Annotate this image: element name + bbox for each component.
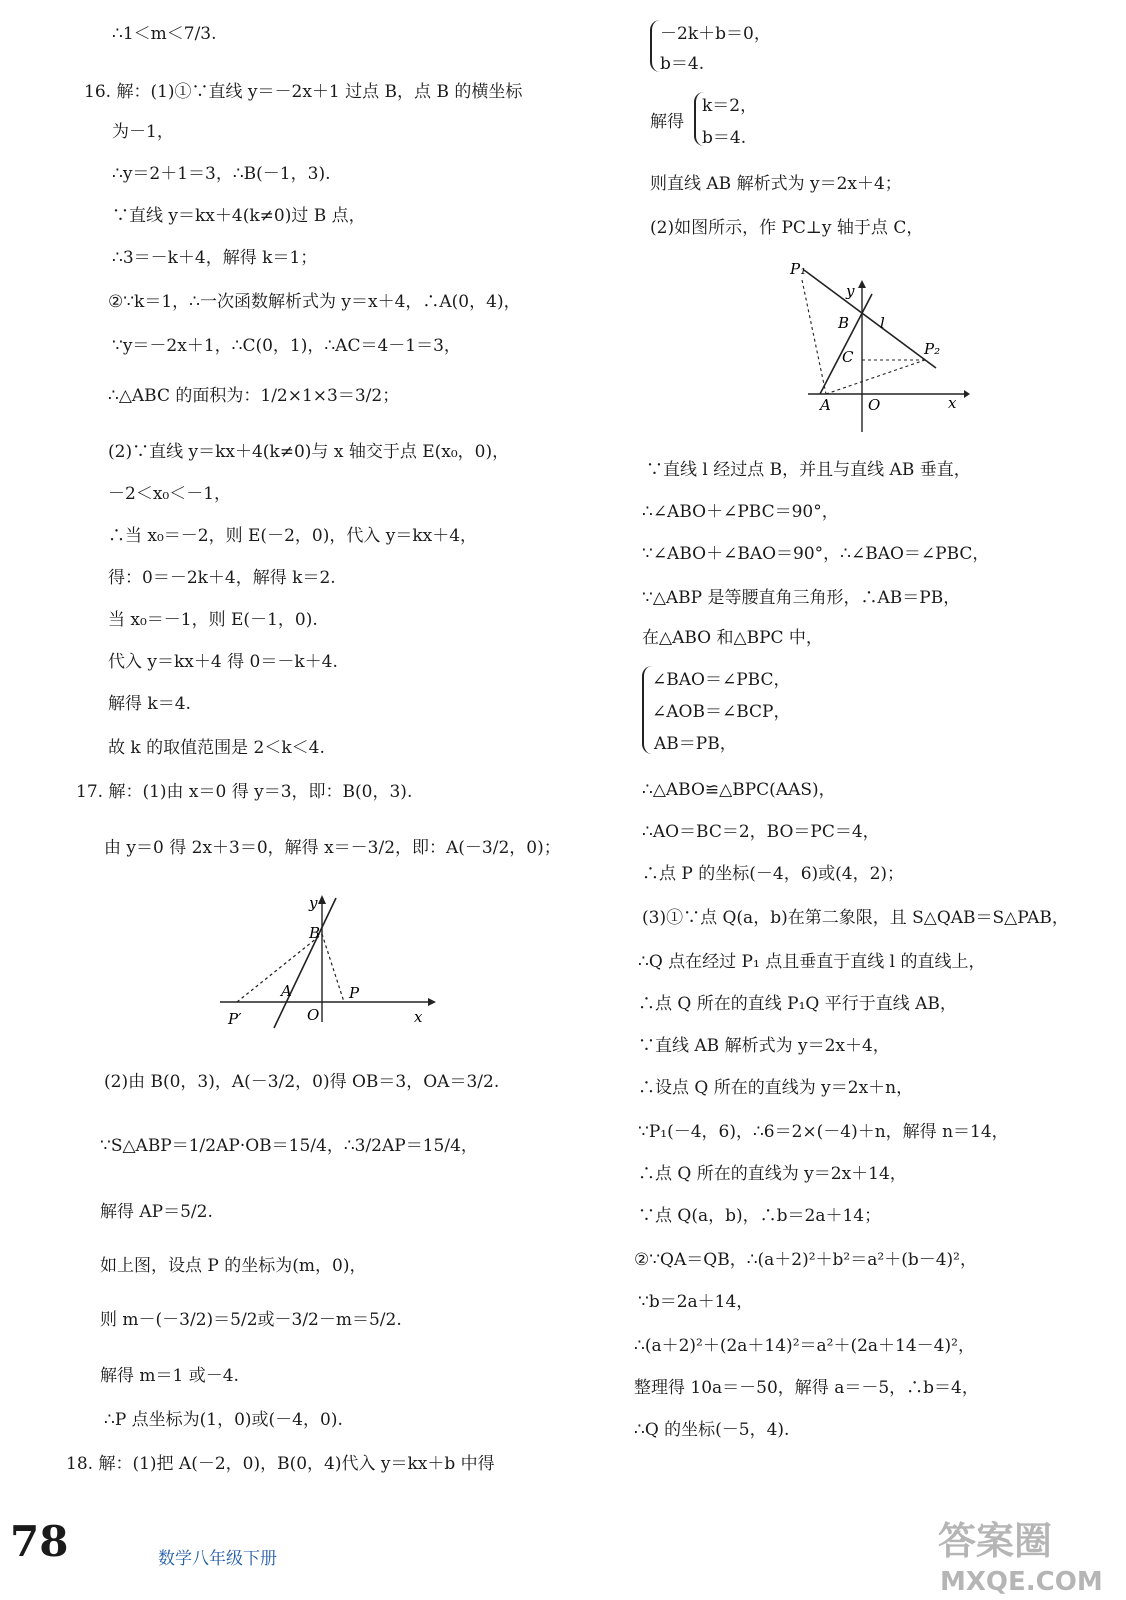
right-line-15: ∴△ABO≌△BPC(AAS)， [642, 780, 836, 800]
right-line-6: (2)如图所示，作 PC⊥y 轴于点 C， [650, 218, 924, 238]
figure-question-18 [780, 258, 970, 434]
fig2-label-l: l [880, 314, 885, 332]
right-line-1: b＝4. [660, 54, 705, 74]
right-line-23: ∵P₁(－4，6)，∴6＝2×(－4)＋n，解得 n＝14， [638, 1122, 1009, 1142]
left-line-26: 18. 解：(1)把 A(－2，0)，B(0，4)代入 y＝kx＋b 中得 [66, 1454, 495, 1474]
left-line-11: ∴当 x₀＝－2，则 E(－2，0)，代入 y＝kx＋4， [108, 526, 478, 546]
right-line-5: 则直线 AB 解析式为 y＝2x＋4； [650, 174, 902, 194]
right-line-7: ∵直线 l 经过点 B，并且与直线 AB 垂直， [646, 460, 971, 480]
right-line-28: ∴(a＋2)²＋(2a＋14)²＝a²＋(2a＋14－4)²， [634, 1336, 975, 1356]
right-line-18: (3)①∵点 Q(a，b)在第二象限，且 S△QAB＝S△PAB， [642, 908, 1069, 928]
left-line-5: ∴3＝－k＋4，解得 k＝1； [112, 248, 318, 268]
fig2-label-y: y [846, 282, 855, 300]
fig2-label-P2: P₂ [924, 340, 941, 358]
right-line-8: ∴∠ABO＋∠PBC＝90°， [642, 502, 839, 522]
right-line-27: ∵b＝2a＋14， [638, 1292, 754, 1312]
left-line-0: ∴1＜m＜7/3. [112, 24, 217, 44]
right-line-3: k＝2， [702, 96, 758, 116]
left-line-23: 则 m－(－3/2)＝5/2或－3/2－m＝5/2. [100, 1310, 402, 1330]
fig2-label-O: O [868, 396, 881, 414]
right-line-2: 解得 [650, 112, 684, 132]
left-line-10: －2＜x₀＜－1， [108, 484, 232, 504]
fig2-label-A: A [820, 396, 831, 414]
left-line-6: ②∵k＝1，∴一次函数解析式为 y＝x＋4，∴A(0，4)， [108, 292, 521, 312]
right-line-25: ∵点 Q(a，b)，∴b＝2a＋14； [638, 1206, 882, 1226]
fig1-label-A: A [281, 982, 292, 1000]
left-line-15: 解得 k＝4. [108, 694, 191, 714]
right-line-11: 在△ABO 和△BPC 中， [642, 628, 823, 648]
fig1-label-P: P [349, 984, 360, 1002]
fig2-label-C: C [842, 348, 854, 366]
left-line-21: 解得 AP＝5/2. [100, 1202, 213, 1222]
fig1-label-x: x [414, 1008, 423, 1026]
congruence-brace [642, 666, 652, 754]
fig2-label-B: B [838, 314, 850, 332]
book-title: 数学八年级下册 [158, 1549, 277, 1569]
left-line-20: ∵S△ABP＝1/2AP·OB＝15/4，∴3/2AP＝15/4， [100, 1136, 478, 1156]
right-line-16: ∴AO＝BC＝2，BO＝PC＝4， [642, 822, 880, 842]
right-line-26: ②∵QA＝QB，∴(a＋2)²＋b²＝a²＋(b－4)²， [634, 1250, 977, 1270]
fig1-label-B: B [309, 924, 321, 942]
fig2-label-x: x [948, 394, 957, 412]
left-line-8: ∴△ABC 的面积为：1/2×1×3＝3/2； [108, 386, 400, 406]
right-line-14: AB＝PB， [654, 734, 737, 754]
left-line-3: ∴y＝2＋1＝3，∴B(－1，3). [112, 164, 331, 184]
left-line-16: 故 k 的取值范围是 2＜k＜4. [108, 738, 325, 758]
left-line-25: ∴P 点坐标为(1，0)或(－4，0). [104, 1410, 343, 1430]
left-line-14: 代入 y＝kx＋4 得 0＝－k＋4. [108, 652, 338, 672]
left-line-24: 解得 m＝1 或－4. [100, 1366, 239, 1386]
fig2-label-P1: P₁ [790, 260, 807, 278]
right-line-20: ∴点 Q 所在的直线 P₁Q 平行于直线 AB， [638, 994, 957, 1014]
watermark-top: 答案圈 [938, 1519, 1053, 1563]
left-line-2: 为－1， [112, 122, 174, 142]
left-line-18: 由 y＝0 得 2x＋3＝0，解得 x＝－3/2，即：A(－3/2，0)； [104, 838, 561, 858]
left-line-4: ∵直线 y＝kx＋4(k≠0)过 B 点， [112, 206, 366, 226]
left-line-7: ∵y＝－2x＋1，∴C(0，1)，∴AC＝4－1＝3， [112, 336, 461, 356]
system-brace-1 [650, 20, 660, 72]
right-line-30: ∴Q 的坐标(－5，4). [634, 1420, 790, 1440]
right-line-29: 整理得 10a＝－50，解得 a＝－5，∴b＝4， [634, 1378, 979, 1398]
right-line-13: ∠AOB＝∠BCP， [652, 702, 791, 722]
left-line-9: (2)∵直线 y＝kx＋4(k≠0)与 x 轴交于点 E(x₀，0)， [108, 442, 510, 462]
watermark-logo [928, 1510, 1118, 1596]
fig1-label-O: O [307, 1006, 320, 1024]
right-line-4: b＝4. [702, 128, 747, 148]
page-number: 78 [10, 1517, 69, 1566]
watermark-bottom: MXQE.COM [940, 1567, 1103, 1596]
left-line-12: 得：0＝－2k＋4，解得 k＝2. [108, 568, 336, 588]
right-line-24: ∴点 Q 所在的直线为 y＝2x＋14， [638, 1164, 907, 1184]
fig1-label-P-prime: P′ [228, 1010, 242, 1028]
right-line-0: －2k＋b＝0， [660, 24, 771, 44]
right-line-19: ∴Q 点在经过 P₁ 点且垂直于直线 l 的直线上， [638, 952, 986, 972]
left-line-19: (2)由 B(0，3)，A(－3/2，0)得 OB＝3，OA＝3/2. [104, 1072, 500, 1092]
right-line-10: ∵△ABP 是等腰直角三角形，∴AB＝PB， [642, 588, 961, 608]
right-line-9: ∵∠ABO＋∠BAO＝90°，∴∠BAO＝∠PBC， [642, 544, 990, 564]
right-line-17: ∴点 P 的坐标(－4，6)或(4，2)； [642, 864, 905, 884]
left-line-17: 17. 解：(1)由 x＝0 得 y＝3，即：B(0，3). [76, 782, 413, 802]
left-line-1: 16. 解：(1)①∵直线 y＝－2x＋1 过点 B，点 B 的横坐标 [84, 82, 523, 102]
right-line-12: ∠BAO＝∠PBC， [652, 670, 791, 690]
right-line-22: ∴设点 Q 所在的直线为 y＝2x＋n， [638, 1078, 914, 1098]
left-line-22: 如上图，设点 P 的坐标为(m，0)， [100, 1256, 367, 1276]
left-line-13: 当 x₀＝－1，则 E(－1，0). [108, 610, 318, 630]
right-line-21: ∵直线 AB 解析式为 y＝2x＋4， [638, 1036, 890, 1056]
fig1-label-y: y [309, 894, 318, 912]
figure-question-17 [214, 890, 438, 1030]
